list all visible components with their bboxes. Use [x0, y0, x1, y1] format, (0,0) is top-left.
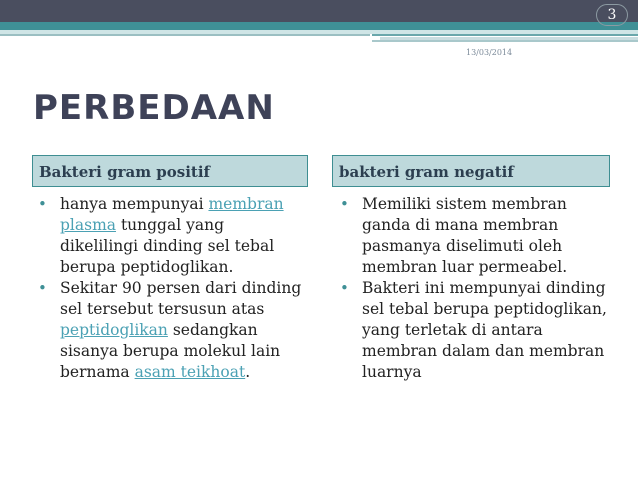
- bullet-text: sedangkan sisanya berupa molekul lain bernama: [60, 321, 281, 381]
- slide-date: 13/03/2014: [466, 48, 513, 57]
- list-item: [36, 278, 306, 383]
- slide-title: PERBEDAAN: [33, 88, 275, 128]
- bullet-icon: •: [38, 195, 47, 213]
- accent-line-right: [372, 34, 638, 36]
- list-item: [338, 194, 610, 278]
- bullet-icon: •: [340, 279, 349, 297]
- bullet-icon: •: [340, 195, 349, 213]
- accent-band: [0, 22, 638, 30]
- bullet-icon: •: [38, 279, 47, 297]
- right-bullet-list: [338, 194, 610, 383]
- list-item: [36, 194, 306, 278]
- peptidoglikan-link[interactable]: peptidoglikan: [60, 321, 168, 339]
- accent-line-left: [0, 34, 370, 36]
- bullet-text: hanya mempunyai: [60, 195, 209, 213]
- bullet-text: Bakteri ini mempunyai dinding sel tebal berupa peptidoglikan, yang terletak di antara membran dalam dan membran luarnya: [362, 279, 607, 381]
- bullet-text: Memiliki sistem membran ganda di mana membran pasmanya diselimuti oleh membran luar permeabel.: [362, 195, 568, 276]
- top-bar: [0, 0, 638, 22]
- bullet-text: Sekitar 90 persen dari dinding sel tersebut tersusun atas: [60, 279, 302, 318]
- list-item: [338, 278, 610, 383]
- accent-line-thin-2: [372, 40, 638, 42]
- asam-teikhoat-link[interactable]: asam teikhoat: [134, 363, 246, 381]
- membran-plasma-link[interactable]: membran plasma: [60, 195, 284, 234]
- bullet-text: .: [245, 363, 251, 381]
- right-column-header: bakteri gram negatif: [332, 155, 610, 187]
- bullet-text: tunggal yang dikelilingi dinding sel tebal berupa peptidoglikan.: [60, 216, 275, 276]
- page-number: 3: [596, 4, 628, 26]
- left-bullet-list: [36, 194, 306, 383]
- left-column-header: Bakteri gram positif: [32, 155, 308, 187]
